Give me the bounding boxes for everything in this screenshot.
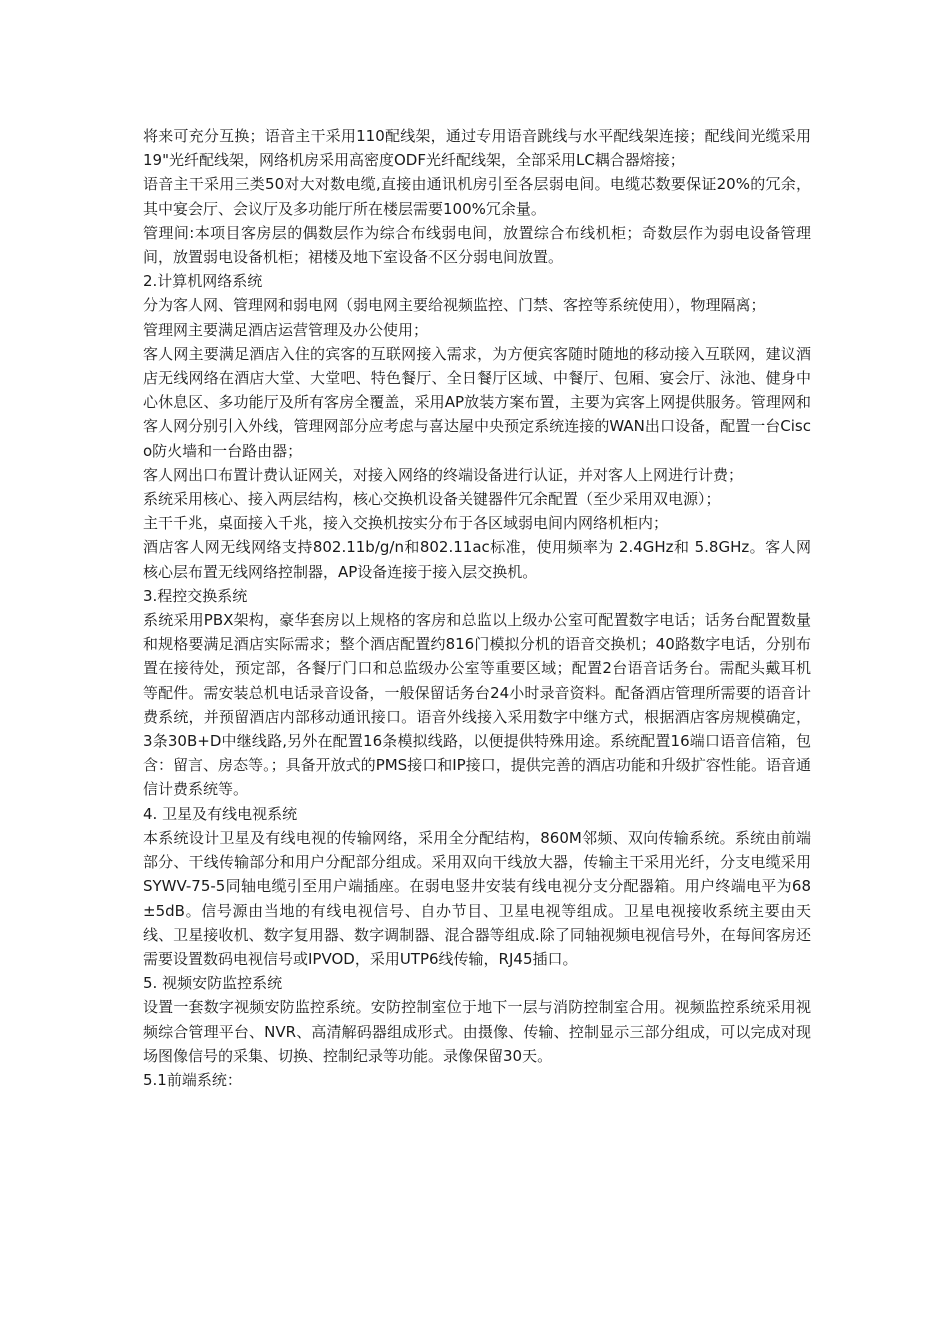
paragraph-catv: 本系统设计卫星及有线电视的传输网络，采用全分配结构，860M邻频、双向传输系统。系统由前端部分、干线传输部分和用户分配部分组成。采用双向干线放大器，传输主干采用光纤，分支电缆采用SYWV-75-5同轴电缆引至用户端插座。在弱电竖井安装有线电视分支分配器箱。用户终端电平为68±5dB。信号源由当地的有线电视信号、自办节目、卫星电视等组成。卫星电视接收系统主要由天线、卫星接收机、数字复用器、数字调制器、混合器等组成.除了同轴视频电视信号外，在每间客房还需要设置数码电视信号或IPVOD，采用UTP6线传输，RJ45插口。 <box>143 828 811 968</box>
section-heading-network: 2.计算机网络系统 <box>143 272 263 291</box>
paragraph-voice-trunk: 语音主干采用三类50对大对数电缆,直接由通讯机房引至各层弱电间。电缆芯数要保证20%的冗余，其中宴会厅、会议厅及多功能厅所在楼层需要100%冗余量。 <box>143 175 811 218</box>
paragraph-gigabit: 主干千兆，桌面接入千兆，接入交换机按实分布于各区域弱电间内网络机柜内； <box>143 514 669 533</box>
document-page <box>143 124 811 1092</box>
paragraph-pbx: 系统采用PBX架构，豪华套房以上规格的客房和总监以上级办公室可配置数字电话；话务台配置数量和规格要满足酒店实际需求；整个酒店配置约816门模拟分机的语音交换机；40路数字电话，分别布置在接待处，预定部，各餐厅门口和总监级办公室等重要区域；配置2台语音话务台。需配头戴耳机等配件。需安装总机电话录音设备，一般保留话务台24小时录音资料。配备酒店管理所需要的语音计费系统，并预留酒店内部移动通讯接口。语音外线接入采用数字中继方式，根据酒店客房规模确定，3条30B+D中继线路,另外在配置16条模拟线路，以便提供特殊用途。系统配置16端口语音信箱，包含：留言、房态等。；具备开放式的PMS接口和IP接口，提供完善的酒店功能和升级扩容性能。语音通信计费系统等。 <box>143 611 811 799</box>
paragraph-wireless: 酒店客人网无线网络支持802.11b/g/n和802.11ac标准，使用频率为 2.4GHz和 5.8GHz。客人网核心层布置无线网络控制器，AP设备连接于接入层交换机。 <box>143 538 811 581</box>
section-heading-pbx: 3.程控交换系统 <box>143 586 248 605</box>
paragraph-billing-gateway: 客人网出口布置计费认证网关，对接入网络的终端设备进行认证，并对客人上网进行计费； <box>143 465 744 484</box>
paragraph-cabling-distribution: 将来可充分互换；语音主干采用110配线架，通过专用语音跳线与水平配线架连接；配线间光缆采用19"光纤配线架，网络机房采用高密度ODF光纤配线架，全部采用LC耦合器熔接； <box>143 127 811 170</box>
section-heading-catv: 4. 卫星及有线电视系统 <box>143 804 298 823</box>
paragraph-guest-network: 客人网主要满足酒店入住的宾客的互联网接入需求，为方便宾客随时随地的移动接入互联网，建议酒店无线网络在酒店大堂、大堂吧、特色餐厅、全日餐厅区域、中餐厅、包厢、宴会厅、泳池、健身中心休息区、多功能厅及所有客房全覆盖，采用AP放装方案布置，主要为宾客上网提供服务。管理网和客人网分别引入外线，管理网部分应考虑与喜达屋中央预定系统连接的WAN出口设备，配置一台Cisco防火墙和一台路由器； <box>143 344 811 460</box>
paragraph-network-types: 分为客人网、管理网和弱电网（弱电网主要给视频监控、门禁、客控等系统使用），物理隔离； <box>143 296 766 315</box>
paragraph-management-network: 管理网主要满足酒店运营管理及办公使用； <box>143 320 429 339</box>
section-heading-cctv: 5. 视频安防监控系统 <box>143 974 283 993</box>
paragraph-management-room: 管理间:本项目客房层的偶数层作为综合布线弱电间，放置综合布线机柜；奇数层作为弱电设备管理间，放置弱电设备机柜；裙楼及地下室设备不区分弱电间放置。 <box>143 223 811 267</box>
paragraph-cctv: 设置一套数字视频安防监控系统。安防控制室位于地下一层与消防控制室合用。视频监控系统采用视频综合管理平台、NVR、高清解码器组成形式。由摄像、传输、控制显示三部分组成，可以完成对现场图像信号的采集、切换、控制纪录等功能。录像保留30天。 <box>143 998 811 1065</box>
paragraph-core-structure: 系统采用核心、接入两层结构，核心交换机设备关键器件冗余配置（至少采用双电源）； <box>143 490 721 509</box>
subsection-heading-frontend: 5.1前端系统： <box>143 1070 242 1089</box>
